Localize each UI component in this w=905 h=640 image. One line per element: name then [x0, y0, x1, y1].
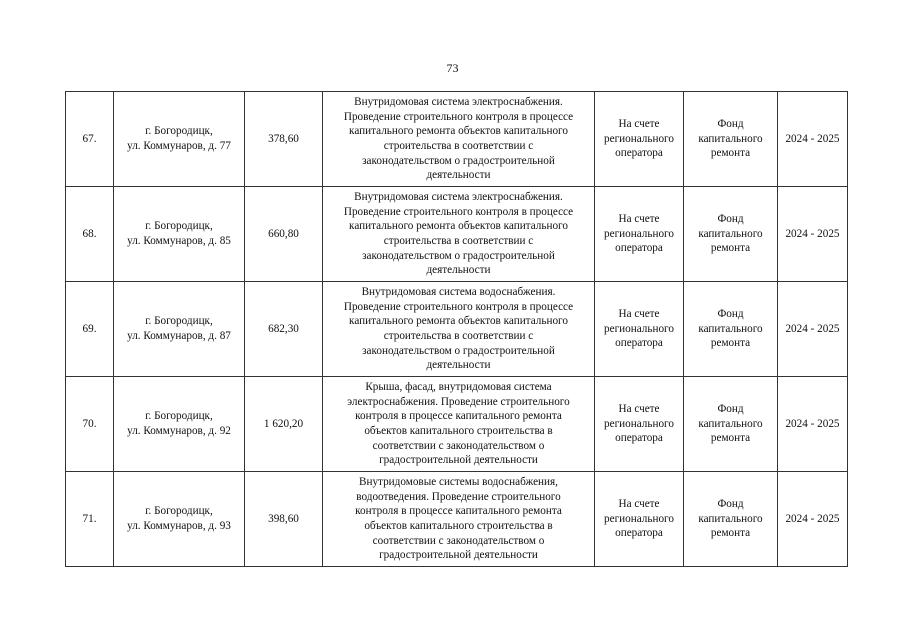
account-cell-line: регионального — [604, 512, 674, 525]
work-description-cell — [323, 282, 595, 377]
account-cell-line: На счете — [618, 213, 660, 226]
address-cell-line: г. Богородицк, — [145, 125, 213, 138]
account-cell-line: регионального — [604, 227, 674, 240]
area-cell: 398,60 — [245, 472, 323, 567]
account-cell-line: На счете — [618, 498, 660, 511]
work-description-cell-line: капитального ремонта объектов капитального — [349, 125, 568, 138]
address-cell-line: ул. Коммунаров, д. 77 — [127, 140, 231, 152]
work-description-cell — [323, 377, 595, 472]
row-number-cell: 68. — [66, 187, 114, 282]
fund-cell-line: капитального — [698, 417, 763, 430]
work-description-cell-line: Внутридомовая система электроснабжения. — [354, 191, 563, 204]
account-cell-line: оператора — [615, 527, 663, 540]
address-cell — [114, 187, 245, 282]
account-cell-line: На счете — [618, 308, 660, 321]
period-cell: 2024 - 2025 — [778, 282, 848, 377]
work-description-cell-line: законодательством о градостроительной — [362, 249, 555, 262]
fund-cell-line: капитального — [698, 512, 763, 525]
work-description-cell-line: Проведение строительного контроля в процессе — [343, 110, 574, 123]
table-row — [66, 472, 848, 567]
fund-cell — [684, 187, 778, 282]
address-cell-line: ул. Коммунаров, д. 92 — [127, 425, 231, 437]
work-description-cell-line: Проведение строительного контроля в процессе — [343, 205, 574, 218]
work-description-cell-line: электроснабжения. Проведение строительного — [347, 395, 570, 408]
fund-cell-line: ремонта — [710, 432, 751, 445]
work-description-cell-line: объектов капитального строительства в — [364, 520, 553, 532]
fund-cell-line: Фонд — [717, 403, 744, 416]
work-description-cell-line: Внутридомовая система водоснабжения. — [361, 286, 556, 299]
address-cell — [114, 92, 245, 187]
work-description-cell — [323, 187, 595, 282]
work-description-cell-line: объектов капитального строительства в — [364, 425, 553, 437]
account-cell-line: оператора — [615, 337, 663, 350]
period-cell: 2024 - 2025 — [778, 187, 848, 282]
period-cell: 2024 - 2025 — [778, 377, 848, 472]
row-number-cell: 71. — [66, 472, 114, 567]
row-number-cell: 70. — [66, 377, 114, 472]
row-number-cell: 69. — [66, 282, 114, 377]
fund-cell — [684, 377, 778, 472]
work-description-cell-line: строительства в соответствии с — [383, 140, 534, 152]
work-description-cell-line: законодательством о градостроительной — [362, 344, 555, 357]
work-description-cell-line: деятельности — [426, 169, 491, 182]
account-cell-line: регионального — [604, 132, 674, 145]
account-cell-line: регионального — [604, 417, 674, 430]
area-cell: 682,30 — [245, 282, 323, 377]
account-cell — [595, 187, 684, 282]
address-cell-line: г. Богородицк, — [145, 220, 213, 233]
work-description-cell-line: градостроительной деятельности — [379, 454, 538, 467]
table-row — [66, 187, 848, 282]
work-description-cell-line: деятельности — [426, 359, 491, 372]
account-cell-line: На счете — [618, 403, 660, 416]
account-cell-line: оператора — [615, 147, 663, 160]
table-body — [66, 92, 848, 567]
area-cell: 1 620,20 — [245, 377, 323, 472]
address-cell — [114, 472, 245, 567]
address-cell-line: ул. Коммунаров, д. 85 — [127, 235, 231, 247]
work-description-cell-line: Внутридомовая система электроснабжения. — [354, 96, 563, 109]
fund-cell-line: ремонта — [710, 337, 751, 350]
work-description-cell-line: Проведение строительного контроля в процессе — [343, 300, 574, 313]
fund-cell-line: ремонта — [710, 527, 751, 540]
work-description-cell-line: законодательством о градостроительной — [362, 154, 555, 167]
fund-cell-line: капитального — [698, 227, 763, 240]
period-cell: 2024 - 2025 — [778, 92, 848, 187]
work-description-cell-line: соответствии с законодательством о — [372, 534, 545, 547]
work-description-cell-line: соответствии с законодательством о — [372, 439, 545, 452]
page-number: 73 — [446, 61, 459, 75]
row-number-cell: 67. — [66, 92, 114, 187]
fund-cell-line: Фонд — [717, 308, 744, 321]
address-cell-line: г. Богородицк, — [145, 410, 213, 423]
address-cell-line: г. Богородицк, — [145, 505, 213, 518]
work-description-cell-line: капитального ремонта объектов капитального — [349, 315, 568, 328]
work-description-cell-line: капитального ремонта объектов капитального — [349, 220, 568, 233]
address-cell-line: ул. Коммунаров, д. 87 — [127, 330, 231, 342]
address-cell-line: г. Богородицк, — [145, 315, 213, 328]
work-description-cell-line: градостроительной деятельности — [379, 549, 538, 562]
fund-cell-line: ремонта — [710, 147, 751, 160]
work-description-cell-line: Крыша, фасад, внутридомовая система — [365, 381, 552, 394]
address-cell — [114, 282, 245, 377]
table-row — [66, 377, 848, 472]
area-cell: 378,60 — [245, 92, 323, 187]
account-cell — [595, 92, 684, 187]
account-cell-line: оператора — [615, 432, 663, 445]
fund-cell-line: ремонта — [710, 242, 751, 255]
address-cell-line: ул. Коммунаров, д. 93 — [127, 520, 231, 532]
table-row — [66, 282, 848, 377]
table-row — [66, 92, 848, 187]
area-cell: 660,80 — [245, 187, 323, 282]
work-description-cell-line: Внутридомовые системы водоснабжения, — [359, 476, 558, 489]
account-cell — [595, 282, 684, 377]
account-cell — [595, 472, 684, 567]
fund-cell-line: Фонд — [717, 118, 744, 131]
fund-cell-line: Фонд — [717, 498, 744, 511]
fund-cell — [684, 472, 778, 567]
account-cell-line: оператора — [615, 242, 663, 255]
work-description-cell — [323, 92, 595, 187]
fund-cell — [684, 92, 778, 187]
fund-cell-line: капитального — [698, 322, 763, 335]
work-description-cell-line: водоотведения. Проведение строительного — [356, 490, 561, 503]
account-cell — [595, 377, 684, 472]
work-description-cell-line: строительства в соответствии с — [383, 330, 534, 342]
capital-repair-table — [65, 91, 848, 567]
work-description-cell-line: деятельности — [426, 264, 491, 277]
period-cell: 2024 - 2025 — [778, 472, 848, 567]
work-description-cell-line: контроля в процессе капитального ремонта — [355, 505, 562, 518]
fund-cell-line: Фонд — [717, 213, 744, 226]
work-description-cell — [323, 472, 595, 567]
account-cell-line: На счете — [618, 118, 660, 131]
address-cell — [114, 377, 245, 472]
account-cell-line: регионального — [604, 322, 674, 335]
fund-cell-line: капитального — [698, 132, 763, 145]
work-description-cell-line: контроля в процессе капитального ремонта — [355, 410, 562, 423]
work-description-cell-line: строительства в соответствии с — [383, 235, 534, 247]
fund-cell — [684, 282, 778, 377]
